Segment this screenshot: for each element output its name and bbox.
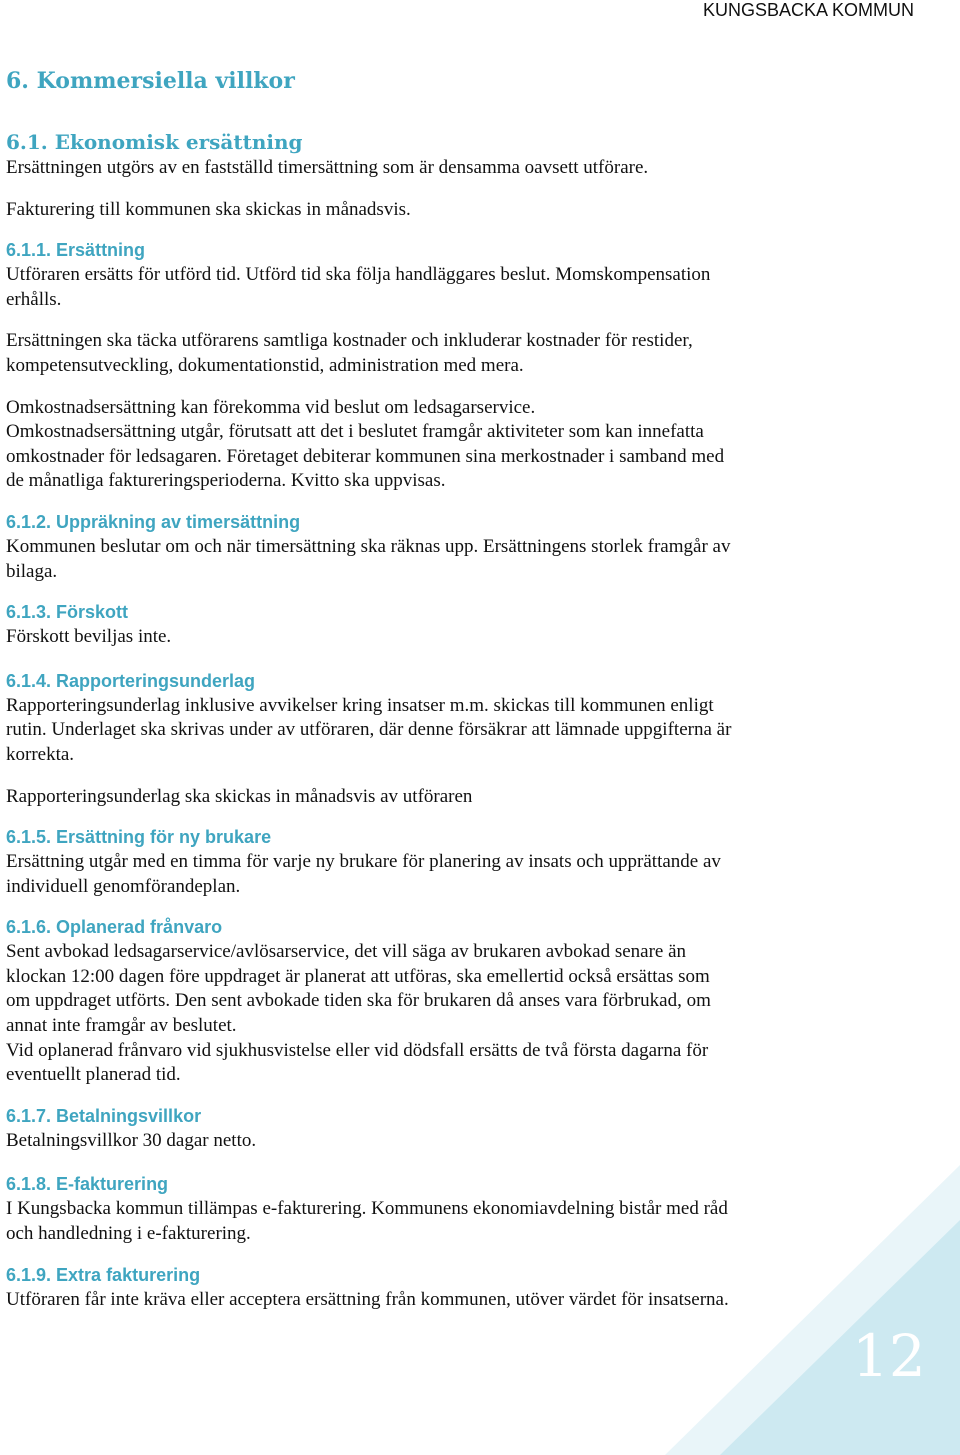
text-line: Vid oplanerad frånvaro vid sjukhusvistelse eller vid dödsfall ersätts de två första dagarna för: [6, 1039, 709, 1061]
text-line: Kommunen beslutar om och när timersättning ska räknas upp. Ersättningens storlek framgår av: [6, 535, 731, 557]
text-line: klockan 12:00 dagen före uppdraget är planerat att utföras, ska emellertid också ersättas som: [6, 965, 710, 987]
document-body: [6, 64, 906, 1312]
text-line: Utföraren ersätts för utförd tid. Utförd tid ska följa handläggares beslut. Momskompensation: [6, 264, 711, 286]
paragraph-block: [6, 850, 906, 899]
page-number: 12: [852, 1322, 926, 1390]
text-line: de månatliga faktureringsperioderna. Kvitto ska uppvisas.: [6, 470, 446, 492]
text-line: omkostnader för ledsagaren. Företaget debiterar kommunen sina merkostnader i samband med: [6, 445, 725, 467]
text-line: erhålls.: [6, 288, 62, 310]
text-line: I Kungsbacka kommun tillämpas e-fakturering. Kommunens ekonomiavdelning bistår med råd: [6, 1198, 728, 1220]
text-line: Rapporteringsunderlag inklusive avvikelser kring insatser m.m. skickas till kommunen enligt: [6, 694, 714, 716]
paragraph-block: [6, 329, 906, 378]
text-line: annat inte framgår av beslutet.: [6, 1015, 237, 1037]
section-title-6-1-9: 6.1.9. Extra fakturering: [6, 1264, 201, 1285]
paragraph-block: [6, 396, 906, 494]
paragraph: Utföraren får inte kräva eller acceptera ersättning från kommunen, utöver värdet för insatserna.: [6, 1288, 729, 1310]
paragraph-block: [6, 940, 906, 1088]
section-title-6-1-8: 6.1.8. E-fakturering: [6, 1174, 169, 1195]
text-line: Sent avbokad ledsagarservice/avlösarservice, det vill säga av brukaren avbokad senare än: [6, 941, 687, 963]
section-title-6-1-6: 6.1.6. Oplanerad frånvaro: [6, 917, 223, 938]
text-line: Ersättningen ska täcka utförarens samtliga kostnader och inkluderar kostnader för restider,: [6, 330, 693, 352]
paragraph: Förskott beviljas inte.: [6, 626, 172, 648]
text-line: bilaga.: [6, 560, 58, 582]
paragraph: Fakturering till kommunen ska skickas in månadsvis.: [6, 198, 411, 220]
text-line: Ersättning utgår med en timma för varje ny brukare för planering av insats och upprättande av: [6, 851, 721, 873]
text-line: eventuellt planerad tid.: [6, 1064, 181, 1086]
text-line: om uppdraget utförts. Den sent avbokade tiden ska för brukaren då anses vara förbrukad, om: [6, 990, 711, 1012]
paragraph: Rapporteringsunderlag ska skickas in månadsvis av utföraren: [6, 785, 473, 807]
section-title-6-1-5: 6.1.5. Ersättning för ny brukare: [6, 827, 272, 848]
text-line: korrekta.: [6, 743, 75, 765]
text-line: Omkostnadsersättning kan förekomma vid beslut om ledsagarservice.: [6, 396, 536, 418]
section-title-6-1-2: 6.1.2. Uppräkning av timersättning: [6, 511, 301, 532]
section-title-6-1-1: 6.1.1. Ersättning: [6, 240, 146, 261]
section-title-6-1-4: 6.1.4. Rapporteringsunderlag: [6, 670, 256, 691]
paragraph: Betalningsvillkor 30 dagar netto.: [6, 1129, 257, 1151]
section-title-6-1-3: 6.1.3. Förskott: [6, 602, 129, 623]
text-line: Omkostnadsersättning utgår, förutsatt att det i beslutet framgår aktiviteter som kan innefatta: [6, 421, 704, 443]
text-line: kompetensutveckling, dokumentationstid, administration med mera.: [6, 354, 524, 376]
paragraph: Ersättningen utgörs av en fastställd timersättning som är densamma oavsett utförare.: [6, 157, 649, 178]
section-title-6: 6. Kommersiella villkor: [6, 68, 295, 94]
text-line: rutin. Underlaget ska skrivas under av utföraren, där denne försäkrar att lämnade uppgifterna är: [6, 719, 732, 741]
paragraph-block: [6, 263, 906, 312]
text-line: och handledning i e-fakturering.: [6, 1223, 251, 1245]
paragraph-block: [6, 694, 906, 768]
page-header-organization: KUNGSBACKA KOMMUN: [702, 0, 914, 20]
section-title-6-1: 6.1. Ekonomisk ersättning: [6, 130, 303, 154]
section-title-6-1-7: 6.1.7. Betalningsvillkor: [6, 1105, 202, 1126]
paragraph-block: [6, 535, 906, 584]
text-line: individuell genomförandeplan.: [6, 875, 241, 897]
paragraph-block: [6, 1197, 906, 1246]
